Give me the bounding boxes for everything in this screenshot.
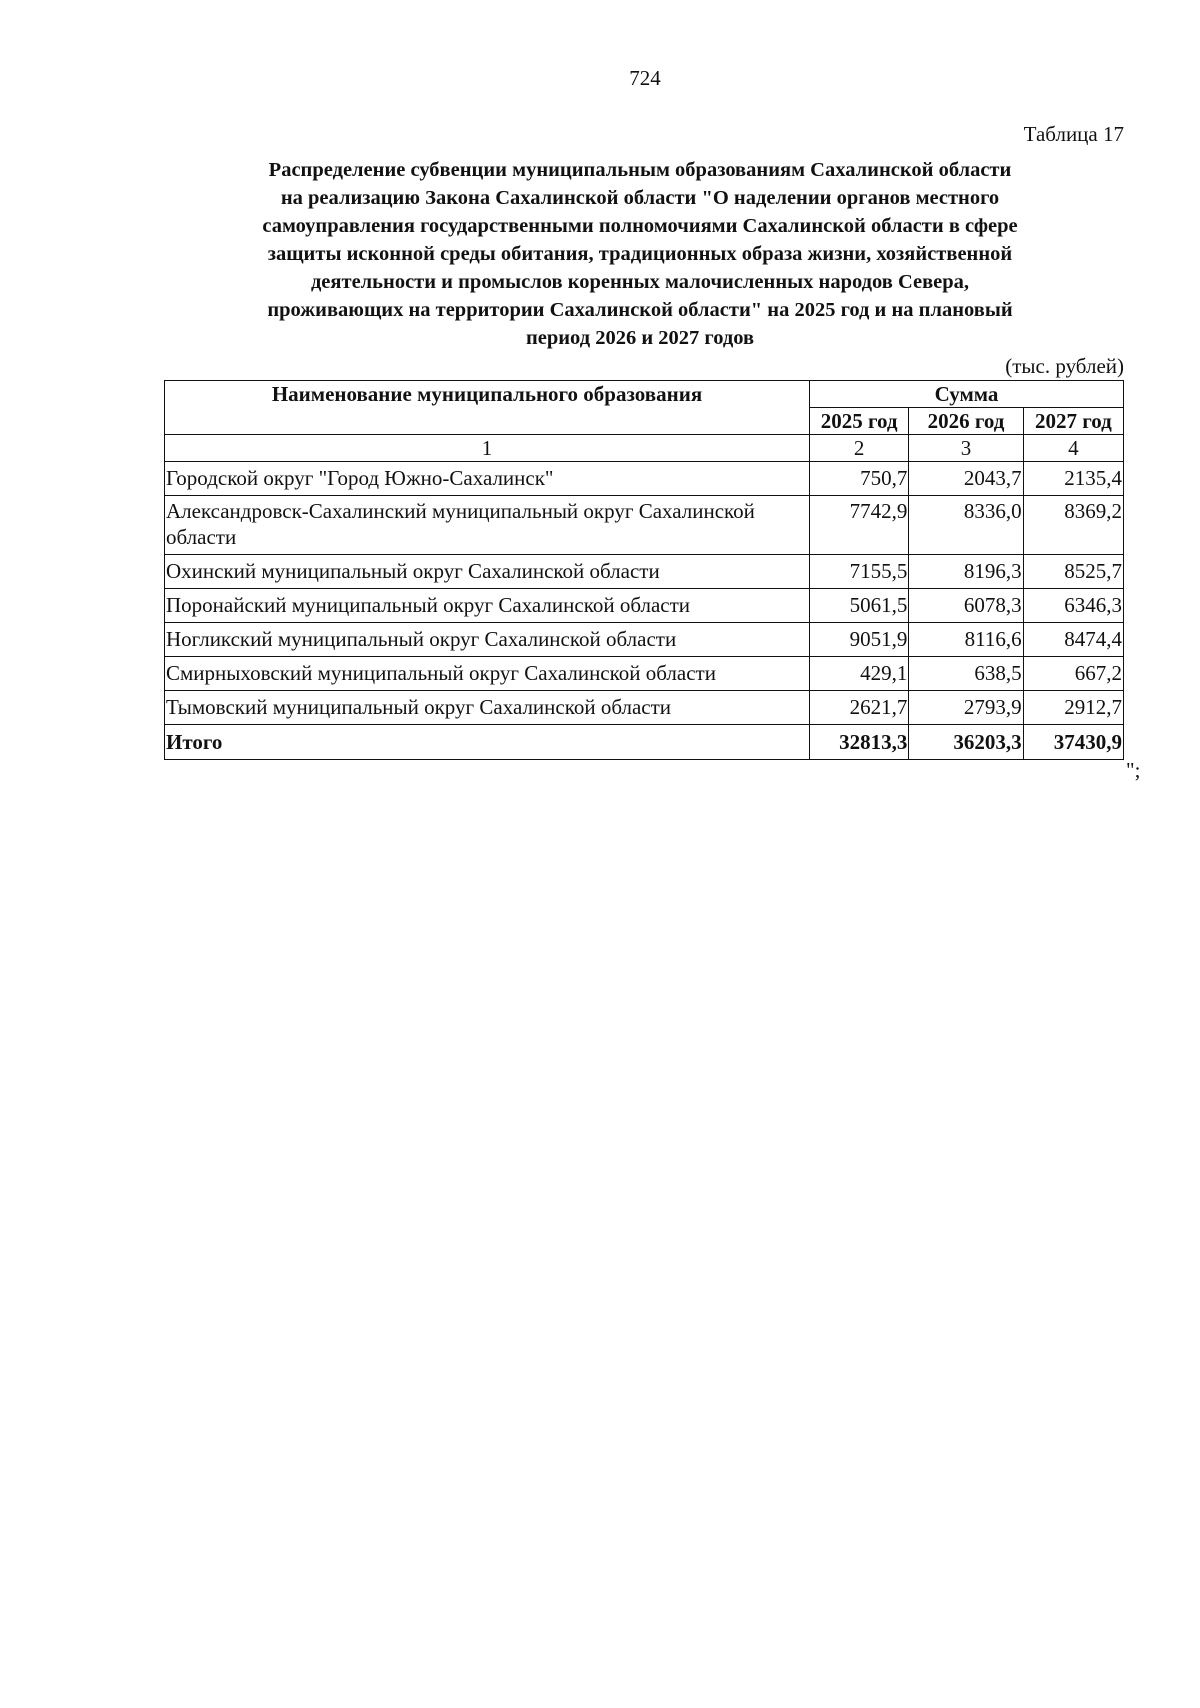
title-line: защиты исконной среды обитания, традиционных образа жизни, хозяйственной <box>267 243 1013 265</box>
value-2025: 2621,7 <box>810 691 909 725</box>
column-number: 3 <box>909 435 1023 462</box>
municipality-name: Тымовский муниципальный округ Сахалинской области <box>165 691 810 725</box>
value-2027: 8525,7 <box>1023 555 1123 589</box>
total-2026: 36203,3 <box>909 725 1023 760</box>
municipality-name: Городской округ "Город Южно-Сахалинск" <box>165 462 810 496</box>
header-year-2025: 2025 год <box>810 408 909 435</box>
header-sum: Сумма <box>810 381 1124 408</box>
value-2026: 2043,7 <box>909 462 1023 496</box>
value-2026: 6078,3 <box>909 589 1023 623</box>
total-label: Итого <box>165 725 810 760</box>
subvention-table <box>164 380 1124 760</box>
value-2027: 8474,4 <box>1023 623 1123 657</box>
municipality-name: Смирныховский муниципальный округ Сахалинской области <box>165 657 810 691</box>
closing-quote-mark: "; <box>1126 758 1141 782</box>
value-2026: 8196,3 <box>909 555 1023 589</box>
header-row <box>165 381 1124 408</box>
municipality-name: Поронайский муниципальный округ Сахалинской области <box>165 589 810 623</box>
municipality-name: Александровск-Сахалинский муниципальный округ Сахалинской области <box>165 496 810 555</box>
value-2027: 8369,2 <box>1023 496 1123 555</box>
document-title <box>160 156 1120 352</box>
value-2026: 8336,0 <box>909 496 1023 555</box>
table-row <box>165 691 1124 725</box>
table-row <box>165 657 1124 691</box>
value-2025: 429,1 <box>810 657 909 691</box>
value-2025: 9051,9 <box>810 623 909 657</box>
title-line: период 2026 и 2027 годов <box>525 327 755 349</box>
column-number: 4 <box>1023 435 1123 462</box>
value-2026: 638,5 <box>909 657 1023 691</box>
value-2027: 667,2 <box>1023 657 1123 691</box>
table-label: Таблица 17 <box>1023 122 1124 146</box>
value-2027: 2912,7 <box>1023 691 1123 725</box>
value-2025: 750,7 <box>810 462 909 496</box>
total-row <box>165 725 1124 760</box>
header-municipality: Наименование муниципального образования <box>165 381 810 435</box>
value-2025: 7742,9 <box>810 496 909 555</box>
table-row <box>165 589 1124 623</box>
header-year-2027: 2027 год <box>1023 408 1123 435</box>
page-number: 724 <box>629 66 661 90</box>
value-2025: 7155,5 <box>810 555 909 589</box>
municipality-name: Охинский муниципальный округ Сахалинской области <box>165 555 810 589</box>
table-row <box>165 555 1124 589</box>
value-2027: 2135,4 <box>1023 462 1123 496</box>
title-line: самоуправления государственными полномочиями Сахалинской области в сфере <box>262 215 1018 237</box>
table-row <box>165 496 1124 555</box>
table-row <box>165 623 1124 657</box>
value-2026: 2793,9 <box>909 691 1023 725</box>
title-line: проживающих на территории Сахалинской области" на 2025 год и на плановый <box>267 299 1013 321</box>
header-year-2026: 2026 год <box>909 408 1023 435</box>
value-2025: 5061,5 <box>810 589 909 623</box>
total-2027: 37430,9 <box>1023 725 1123 760</box>
title-line: на реализацию Закона Сахалинской области "О наделении органов местного <box>280 187 1000 209</box>
column-numbers-row <box>165 435 1124 462</box>
title-line: Распределение субвенции муниципальным образованиям Сахалинской области <box>268 159 1012 181</box>
title-line: деятельности и промыслов коренных малочисленных народов Севера, <box>310 271 970 293</box>
total-2025: 32813,3 <box>810 725 909 760</box>
column-number: 2 <box>810 435 909 462</box>
units-label: (тыс. рублей) <box>1005 354 1124 378</box>
value-2027: 6346,3 <box>1023 589 1123 623</box>
municipality-name: Ногликский муниципальный округ Сахалинской области <box>165 623 810 657</box>
value-2026: 8116,6 <box>909 623 1023 657</box>
table-row <box>165 462 1124 496</box>
column-number: 1 <box>165 435 810 462</box>
